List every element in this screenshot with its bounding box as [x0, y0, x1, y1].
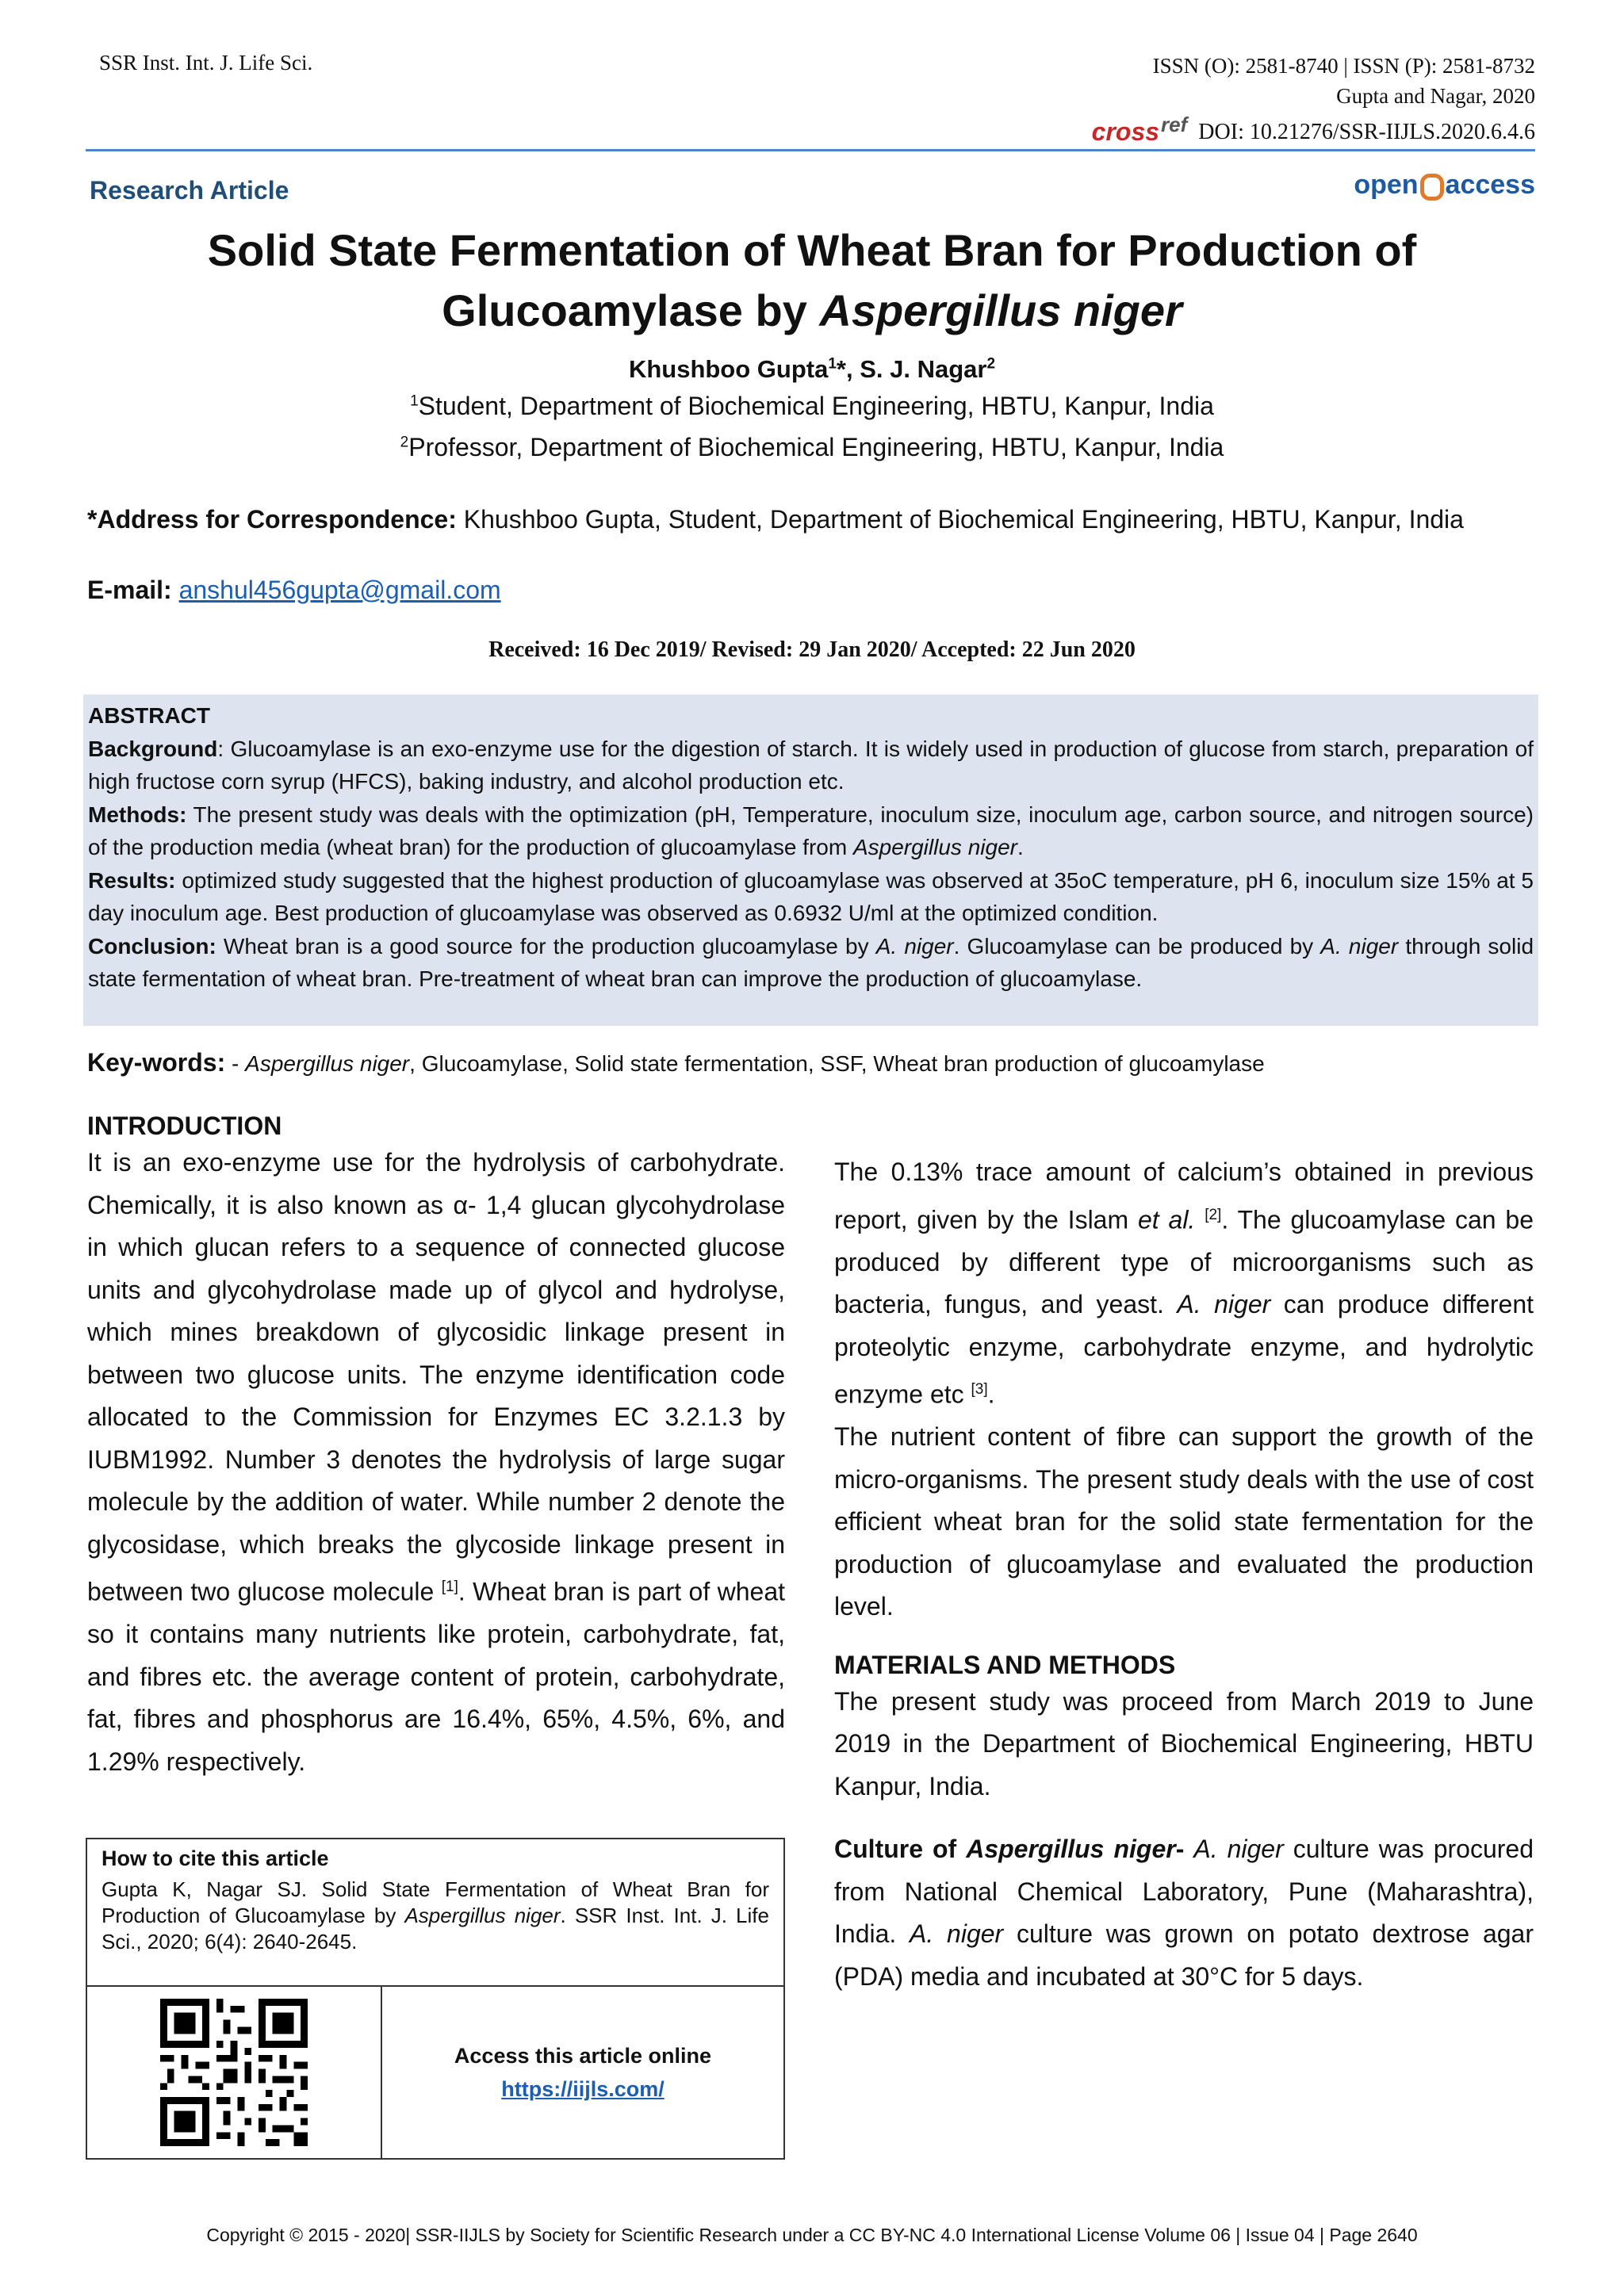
cite-section: [87, 1839, 783, 1987]
cite-heading: How to cite this article: [102, 1846, 329, 1870]
doi-row: [1091, 113, 1535, 147]
author-1: Khushboo Gupta: [628, 355, 829, 383]
open-access-part1: open: [1354, 170, 1419, 200]
header-divider: [86, 149, 1535, 151]
abstract-conclusion: Conclusion: Wheat bran is a good source for the production glucoamylase by A. niger. Glucoamylase can be produced by A. niger through solid state fermentation of wheat bran. Pre-treatment of wheat bran can improve the production of glucoamylase.: [88, 933, 1534, 991]
left-column: [87, 1110, 785, 1783]
title-line-1: Solid State Fermentation of Wheat Bran for Production of: [207, 225, 1417, 275]
keywords: Key-words: - Aspergillus niger, Glucoamylase, Solid state fermentation, SSF, Wheat bran production of glucoamylase: [87, 1048, 1265, 1077]
author-2: S. J. Nagar: [860, 355, 987, 383]
authors-year: Gupta and Nagar, 2020: [1336, 84, 1535, 108]
abstract-heading: ABSTRACT: [88, 703, 210, 728]
culture-paragraph: Culture of Aspergillus niger- A. niger culture was procured from National Chemical Laboratory, Pune (Maharashtra), India. A. niger culture was grown on potato dextrose agar (PDA) media and incubated at 30°C for 5 days.: [834, 1835, 1534, 1991]
access-online: [382, 1987, 783, 2158]
journal-name: SSR Inst. Int. J. Life Sci.: [99, 51, 313, 75]
correspondence-label: *Address for Correspondence:: [87, 505, 457, 534]
open-access-part2: access: [1445, 170, 1535, 200]
paper-title: [103, 220, 1521, 341]
affiliation-1: $^1$Student, Department of Biochemical Engineering, HBTU, Kanpur, India: [410, 392, 1214, 420]
cite-box: [86, 1838, 785, 2160]
access-label: Access this article online: [454, 2044, 712, 2068]
header-right: [1153, 51, 1535, 111]
affiliation-2: $^2$Professor, Department of Biochemical Engineering, HBTU, Kanpur, India: [400, 433, 1224, 461]
crossref-logo: cross ref: [1091, 113, 1188, 146]
methods-heading: MATERIALS AND METHODS: [834, 1650, 1176, 1679]
email-link[interactable]: anshul456gupta@gmail.com: [178, 576, 501, 604]
qr-code-icon[interactable]: [160, 1999, 308, 2146]
qr-code-cell: [87, 1987, 382, 2158]
right-column: [834, 1151, 1534, 1998]
introduction-heading: INTRODUCTION: [87, 1112, 282, 1140]
abstract-box: [83, 695, 1538, 1026]
abstract-background: Background: Glucoamylase is an exo-enzyme use for the digestion of starch. It is widely used in production of glucose from starch, preparation of high fructose corn syrup (HFCS), baking industry, and alcohol production etc.: [88, 736, 1534, 794]
abstract-methods: Methods: The present study was deals with the optimization (pH, Temperature, inoculum size, inoculum age, carbon source, and nitrogen source) of the production media (wheat bran) for the production of glucoamylase from Aspergillus niger.: [88, 802, 1534, 859]
open-lock-icon: [1420, 174, 1444, 201]
introduction-paragraph: It is an exo-enzyme use for the hydrolysis of carbohydrate. Chemically, it is also known as α- 1,4 glucan glycohydrolase in which glucan refers to a sequence of connected glucose units and glycohydrolase made up of glycol and hydrolyse, which mines breakdown of glycosidic linkage present in between two glucose units. The enzyme identification code allocated to the Commission for Enzymes EC 3.2.1.3 by IUBM1992. Number 3 denotes the hydrolysis of large sugar molecule by the addition of water. While number 2 denote the glycosidase, which breaks the glycoside linkage present in between two glucose molecule [1]. Wheat bran is part of wheat so it contains many nutrients like protein, carbohydrate, fat, and fibres etc. the average content of protein, carbohydrate, fat, fibres and phosphorus are 16.4%, 65%, 4.5%, 6%, and 1.29% respectively.: [87, 1148, 785, 1776]
access-url-link[interactable]: https://iijls.com/: [501, 2077, 665, 2101]
issn: ISSN (O): 2581-8740 | ISSN (P): 2581-8732: [1152, 54, 1535, 78]
authors: Khushboo Gupta$^1$*, S. J. Nagar$^2$: [628, 355, 996, 383]
article-dates: Received: 16 Dec 2019/ Revised: 29 Jan 2020/ Accepted: 22 Jun 2020: [488, 637, 1136, 662]
right-paragraph-2: The nutrient content of fibre can support the growth of the micro-organisms. The present study deals with the use of cost efficient wheat bran for the solid state fermentation for the production of glucoamylase and evaluated the production level.: [834, 1422, 1534, 1621]
article-type: Research Article: [90, 176, 289, 205]
cite-text: Gupta K, Nagar SJ. Solid State Fermentation of Wheat Bran for Production of Glucoamylase by Aspergillus niger. SSR Inst. Int. J. Life Sci., 2020; 6(4): 2640-2645.: [102, 1877, 769, 1954]
page-footer: Copyright © 2015 - 2020| SSR-IIJLS by Society for Scientific Research under a CC BY-NC 4.0 International License Volume 06 | Issue 04 | Page 2640: [206, 2225, 1418, 2245]
doi[interactable]: DOI: 10.21276/SSR-IIJLS.2020.6.4.6: [1198, 119, 1535, 144]
correspondence: *Address for Correspondence: Khushboo Gupta, Student, Department of Biochemical Engineering, HBTU, Kanpur, India: [87, 505, 1464, 534]
methods-paragraph: The present study was proceed from March 2019 to June 2019 in the Department of Biochemical Engineering, HBTU Kanpur, India.: [834, 1686, 1534, 1800]
open-access-logo: [1354, 170, 1535, 201]
abstract-results: Results: optimized study suggested that the highest production of glucoamylase was observed at 35oC temperature, pH 6, inoculum size 15% at 5 day inoculum age. Best production of glucoamylase was observed as 0.6932 U/ml at the optimized condition.: [88, 867, 1534, 925]
right-paragraph-1: The 0.13% trace amount of calcium’s obtained in previous report, given by the Islam et al. [2]. The glucoamylase can be produced by different type of microorganisms such as bacteria, fungus, and yeast. A. niger can produce different proteolytic enzyme, carbohydrate enzyme, and hydrolytic enzyme etc [3].: [834, 1158, 1534, 1409]
email-line: E-mail: anshul456gupta@gmail.com: [87, 576, 501, 604]
title-line-2: Glucoamylase by Aspergillus niger: [442, 285, 1182, 335]
